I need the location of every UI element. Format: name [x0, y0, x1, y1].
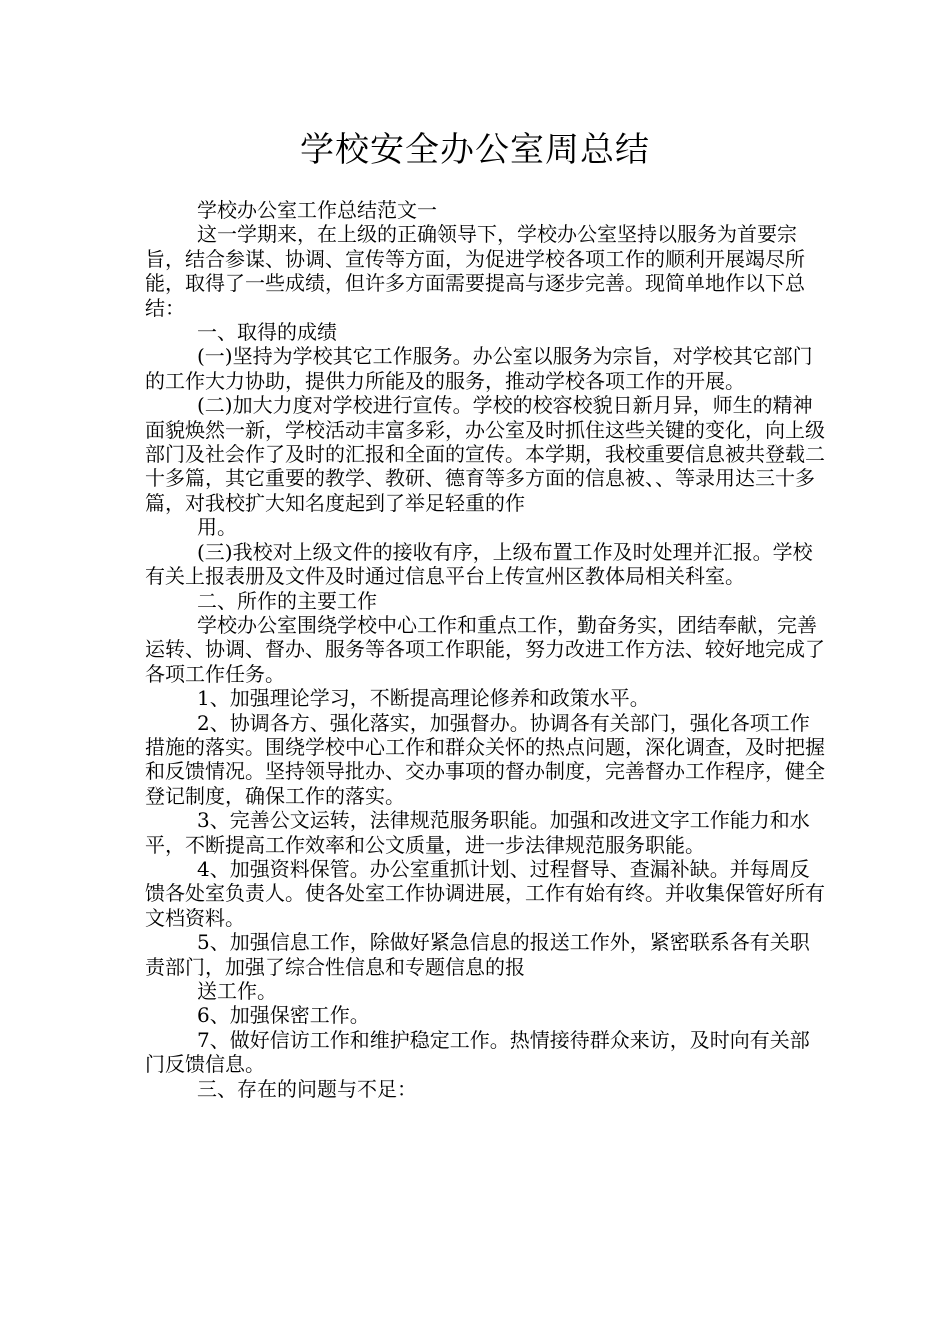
- section-heading-problems: 三、存在的问题与不足：: [197, 1076, 417, 1101]
- paragraph-intro: 这一学期来，在上级的正确领导下，学校办公室坚持以服务为首要宗旨，结合参谋、协调、宣传等方面，为促进学校各项工作的顺利开展竭尽所能，取得了一些成绩，但许多方面需要提高与逐步完善。现简单地作以下总结：: [145, 222, 805, 320]
- paragraph-point-4: 4、加强资料保管。办公室重抓计划、过程督导、查漏补缺。并每周反馈各处室负责人。使各处室工作协调进展，工作有始有终。并收集保管好所有文档资料。: [145, 856, 825, 930]
- page-title: 学校安全办公室周总结: [300, 130, 650, 170]
- paragraph-point-1: 1、加强理论学习，不断提高理论修养和政策水平。: [197, 686, 650, 711]
- section-heading-achievements: 一、取得的成绩: [197, 320, 337, 345]
- paragraph-point-5-continued: 送工作。: [197, 979, 277, 1003]
- paragraph-point-5: 5、加强信息工作，除做好紧急信息的报送工作外，紧密联系各有关职责部门，加强了综合性信息和专题信息的报: [145, 930, 810, 979]
- section-heading-main-work: 二、所作的主要工作: [197, 588, 377, 613]
- paragraph-item-1: (一)坚持为学校其它工作服务。办公室以服务为宗旨，对学校其它部门的工作大力协助，提供力所能及的服务，推动学校各项工作的开展。: [145, 344, 813, 393]
- paragraph-item-3: (三)我校对上级文件的接收有序，上级布置工作及时处理并汇报。学校有关上报表册及文件及时通过信息平台上传宣州区教体局相关科室。: [145, 539, 813, 589]
- paragraph-subtitle: 学校办公室工作总结范文一: [197, 198, 437, 222]
- paragraph-point-2: 2、协调各方、强化落实，加强督办。协调各有关部门，强化各项工作措施的落实。围绕学校中心工作和群众关怀的热点问题，深化调查，及时把握和反馈情况。坚持领导批办、交办事项的督办制度，完善督办工作程序，健全登记制度，确保工作的落实。: [145, 710, 825, 808]
- paragraph-item-2: (二)加大力度对学校进行宣传。学校的校容校貌日新月异，师生的精神面貌焕然一新，学校活动丰富多彩，办公室及时抓住这些关键的变化，向上级部门及社会作了及时的汇报和全面的宣传。本学期，我校重要信息被共登载二十多篇，其它重要的教学、教研、德育等多方面的信息被、、等录用达三十多篇，对我校扩大知名度起到了举足轻重的作: [145, 393, 825, 515]
- paragraph-point-3: 3、完善公文运转，法律规范服务职能。加强和改进文字工作能力和水平，不断提高工作效率和公文质量，进一步法律规范服务职能。: [145, 808, 810, 857]
- document-body: [145, 198, 825, 1101]
- paragraph-point-7: 7、做好信访工作和维护稳定工作。热情接待群众来访，及时向有关部门反馈信息。: [145, 1027, 810, 1077]
- paragraph-point-6: 6、加强保密工作。: [197, 1003, 370, 1028]
- paragraph-main-work: 学校办公室围绕学校中心工作和重点工作，勤奋务实，团结奉献，完善运转、协调、督办、服务等各项工作职能，努力改进工作方法、较好地完成了各项工作任务。: [145, 612, 825, 686]
- paragraph-item-2-continued: 用。: [197, 515, 237, 540]
